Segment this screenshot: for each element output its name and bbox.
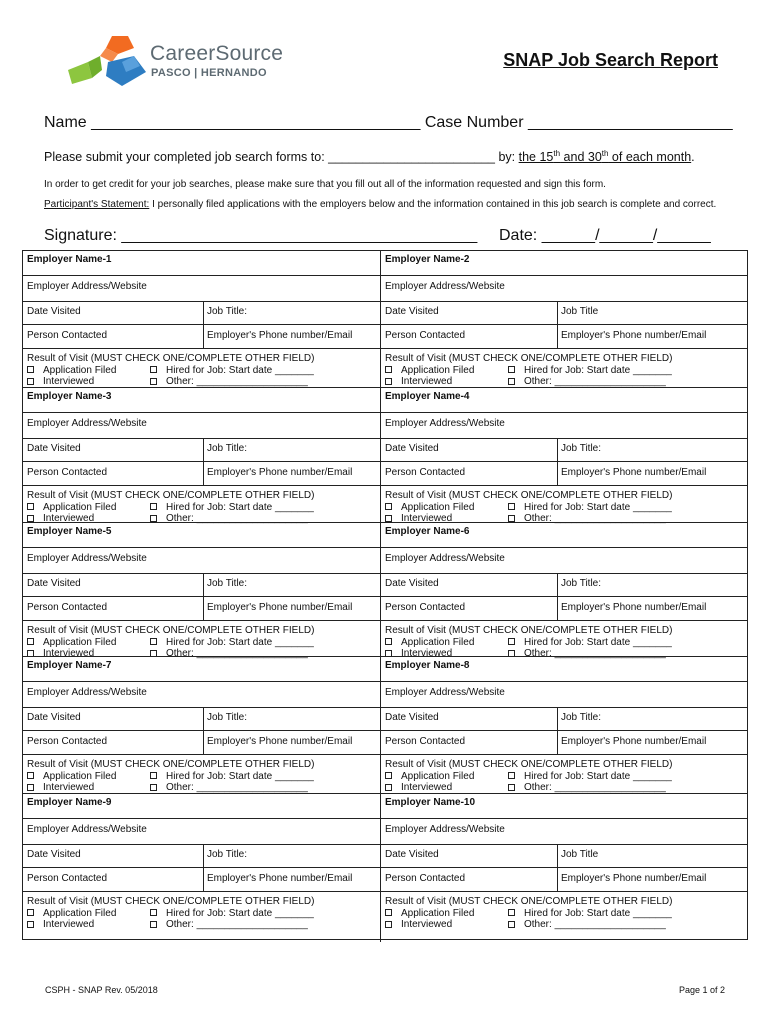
logo-text: CareerSource (150, 42, 284, 65)
result-of-visit (27, 896, 314, 931)
submit-deadline (518, 149, 695, 165)
other-label: Other: ____________________ (524, 782, 666, 793)
result-options-row (385, 908, 672, 920)
application-filed-option[interactable] (27, 502, 150, 514)
checkbox-icon[interactable] (508, 503, 515, 510)
result-options-row (385, 919, 672, 931)
person-contacted-field[interactable]: Person Contacted (27, 873, 108, 884)
row-divider (23, 348, 747, 349)
other-option[interactable] (508, 919, 666, 931)
interviewed-label: Interviewed (401, 513, 453, 524)
date-visited-field[interactable]: Date Visited (385, 306, 439, 317)
other-option[interactable] (150, 919, 308, 931)
checkbox-icon[interactable] (150, 772, 157, 779)
logo-mark-icon (62, 32, 152, 90)
column-divider (557, 301, 558, 349)
employer-pair-block (23, 387, 747, 522)
result-options-row (27, 365, 314, 377)
checkbox-icon[interactable] (508, 909, 515, 916)
checkbox-icon[interactable] (150, 503, 157, 510)
result-of-visit (385, 353, 672, 388)
checkbox-icon[interactable] (150, 378, 157, 385)
column-divider (203, 707, 204, 755)
result-label: Result of Visit (MUST CHECK ONE/COMPLETE OTHER FIELD) (385, 353, 673, 364)
checkbox-icon[interactable] (150, 638, 157, 645)
application-filed-label: Application Filed (43, 770, 117, 782)
application-filed-option[interactable] (27, 908, 150, 920)
result-of-visit (385, 490, 672, 525)
interviewed-label: Interviewed (43, 919, 95, 930)
employer-grid (22, 250, 748, 940)
column-divider (557, 844, 558, 892)
result-of-visit (27, 759, 314, 794)
result-of-visit (385, 896, 672, 931)
result-options-row (385, 365, 672, 377)
application-filed-label: Application Filed (401, 907, 475, 919)
employer-name[interactable]: Employer Name-9 (27, 797, 112, 808)
hired-label: Hired for Job: Start date _______ (524, 501, 672, 513)
person-contacted-field[interactable]: Person Contacted (385, 736, 466, 747)
employer-phone-field[interactable]: Employer's Phone number/Email (207, 736, 353, 747)
checkbox-icon[interactable] (150, 784, 157, 791)
employer-address-field[interactable]: Employer Address/Website (385, 418, 505, 429)
hired-option[interactable] (150, 502, 314, 514)
other-label: Other: ____________________ (166, 782, 308, 793)
job-title-field[interactable]: Job Title (561, 306, 599, 317)
person-contacted-field[interactable]: Person Contacted (385, 602, 466, 613)
result-label: Result of Visit (MUST CHECK ONE/COMPLETE OTHER FIELD) (27, 353, 315, 364)
row-divider (23, 620, 747, 621)
hired-label: Hired for Job: Start date _______ (166, 770, 314, 782)
employer-name[interactable]: Employer Name-8 (385, 660, 470, 671)
person-contacted-field[interactable]: Person Contacted (385, 467, 466, 478)
job-title-field[interactable]: Job Title: (561, 578, 602, 589)
employer-address-field[interactable]: Employer Address/Website (385, 281, 505, 292)
hired-label: Hired for Job: Start date _______ (166, 501, 314, 513)
job-title-field[interactable]: Job Title (561, 849, 599, 860)
row-divider (23, 707, 747, 708)
checkbox-icon[interactable] (385, 909, 392, 916)
other-label: Other: ____________________ (524, 376, 666, 387)
interviewed-label: Interviewed (43, 782, 95, 793)
date-visited-field[interactable]: Date Visited (385, 578, 439, 589)
column-divider (380, 657, 381, 794)
footer-page-number: Page 1 of 2 (678, 985, 725, 995)
other-label: Other: ____________________ (166, 919, 308, 930)
row-divider (23, 730, 747, 731)
checkbox-icon[interactable] (508, 784, 515, 791)
checkbox-icon[interactable] (508, 378, 515, 385)
signature-line[interactable]: Signature: ________________________________________ (44, 227, 478, 244)
checkbox-icon[interactable] (27, 378, 34, 385)
application-filed-label: Application Filed (43, 636, 117, 648)
interviewed-option[interactable] (27, 376, 150, 388)
deadline-15-suffix: th (553, 149, 561, 158)
column-divider (380, 388, 381, 523)
column-divider (380, 251, 381, 387)
column-divider (203, 844, 204, 892)
hired-label: Hired for Job: Start date _______ (524, 770, 672, 782)
person-contacted-field[interactable]: Person Contacted (27, 467, 108, 478)
result-label: Result of Visit (MUST CHECK ONE/COMPLETE OTHER FIELD) (27, 490, 315, 501)
employer-phone-field[interactable]: Employer's Phone number/Email (207, 330, 353, 341)
date-visited-field[interactable]: Date Visited (27, 712, 81, 723)
checkbox-icon[interactable] (508, 638, 515, 645)
checkbox-icon[interactable] (385, 503, 392, 510)
employer-address-field[interactable]: Employer Address/Website (27, 418, 147, 429)
column-divider (557, 438, 558, 486)
column-divider (557, 707, 558, 755)
result-options-row (385, 376, 672, 388)
hired-option[interactable] (508, 908, 672, 920)
employer-address-field[interactable]: Employer Address/Website (27, 553, 147, 564)
hired-option[interactable] (508, 365, 672, 377)
checkbox-icon[interactable] (508, 921, 515, 928)
interviewed-option[interactable] (385, 782, 508, 794)
hired-label: Hired for Job: Start date _______ (166, 364, 314, 376)
checkbox-icon[interactable] (508, 772, 515, 779)
application-filed-option[interactable] (385, 365, 508, 377)
application-filed-option[interactable] (385, 771, 508, 783)
person-contacted-field[interactable]: Person Contacted (27, 602, 108, 613)
hired-label: Hired for Job: Start date _______ (166, 907, 314, 919)
checkbox-icon[interactable] (385, 515, 392, 522)
date-visited-field[interactable]: Date Visited (385, 443, 439, 454)
row-divider (23, 461, 747, 462)
result-options-row (27, 782, 314, 794)
other-label: Other: ____________________ (166, 648, 308, 659)
date-visited-field[interactable]: Date Visited (27, 306, 81, 317)
interviewed-label: Interviewed (401, 782, 453, 793)
hired-option[interactable] (508, 502, 672, 514)
date-visited-field[interactable]: Date Visited (27, 849, 81, 860)
application-filed-label: Application Filed (43, 364, 117, 376)
checkbox-icon[interactable] (27, 772, 34, 779)
result-label: Result of Visit (MUST CHECK ONE/COMPLETE OTHER FIELD) (27, 896, 315, 907)
employer-address-field[interactable]: Employer Address/Website (385, 687, 505, 698)
row-divider (23, 412, 747, 413)
hired-option[interactable] (150, 771, 314, 783)
job-title-field[interactable]: Job Title: (207, 849, 248, 860)
hired-label: Hired for Job: Start date _______ (524, 364, 672, 376)
row-divider (23, 438, 747, 439)
result-options-row (385, 637, 672, 649)
checkbox-icon[interactable] (508, 515, 515, 522)
interviewed-label: Interviewed (401, 648, 453, 659)
employer-phone-field[interactable]: Employer's Phone number/Email (561, 467, 707, 478)
employer-pair-block (23, 251, 747, 387)
person-contacted-field[interactable]: Person Contacted (27, 330, 108, 341)
checkbox-icon[interactable] (385, 378, 392, 385)
hired-option[interactable] (150, 637, 314, 649)
careersource-logo (62, 32, 292, 90)
other-option[interactable] (150, 782, 308, 794)
hired-label: Hired for Job: Start date _______ (524, 636, 672, 648)
employer-name[interactable]: Employer Name-3 (27, 391, 112, 402)
result-label: Result of Visit (MUST CHECK ONE/COMPLETE OTHER FIELD) (27, 625, 315, 636)
result-of-visit (385, 625, 672, 660)
other-label: Other: ____________________ (524, 648, 666, 659)
person-contacted-field[interactable]: Person Contacted (385, 873, 466, 884)
employer-name[interactable]: Employer Name-2 (385, 254, 470, 265)
employer-address-field[interactable]: Employer Address/Website (385, 824, 505, 835)
checkbox-icon[interactable] (27, 921, 34, 928)
row-divider (23, 301, 747, 302)
row-divider (23, 681, 747, 682)
job-title-field[interactable]: Job Title: (207, 443, 248, 454)
hired-label: Hired for Job: Start date _______ (524, 907, 672, 919)
application-filed-option[interactable] (385, 637, 508, 649)
other-option[interactable] (508, 376, 666, 388)
application-filed-option[interactable] (27, 637, 150, 649)
interviewed-option[interactable] (385, 376, 508, 388)
employer-phone-field[interactable]: Employer's Phone number/Email (207, 602, 353, 613)
employer-address-field[interactable]: Employer Address/Website (27, 281, 147, 292)
employer-phone-field[interactable]: Employer's Phone number/Email (561, 873, 707, 884)
person-contacted-field[interactable]: Person Contacted (385, 330, 466, 341)
result-of-visit (27, 353, 314, 388)
deadline-15: the 15 (518, 150, 554, 165)
interviewed-option[interactable] (27, 782, 150, 794)
date-visited-field[interactable]: Date Visited (27, 578, 81, 589)
column-divider (203, 573, 204, 621)
checkbox-icon[interactable] (27, 503, 34, 510)
deadline-30: and 30 (560, 150, 602, 165)
hired-option[interactable] (508, 771, 672, 783)
checkbox-icon[interactable] (150, 921, 157, 928)
checkbox-icon[interactable] (27, 515, 34, 522)
participant-statement (44, 199, 716, 210)
row-divider (23, 485, 747, 486)
checkbox-icon[interactable] (385, 366, 392, 373)
job-title-field[interactable]: Job Title: (207, 306, 248, 317)
name-case-number-line[interactable]: Name _____________________________________ Case Number _______________________ (44, 114, 733, 131)
row-divider (23, 596, 747, 597)
row-divider (23, 844, 747, 845)
job-title-field[interactable]: Job Title: (207, 578, 248, 589)
interviewed-option[interactable] (385, 919, 508, 931)
page-title: SNAP Job Search Report (503, 50, 718, 70)
hired-option[interactable] (150, 908, 314, 920)
hired-label: Hired for Job: Start date _______ (166, 636, 314, 648)
application-filed-option[interactable] (385, 908, 508, 920)
date-visited-field[interactable]: Date Visited (385, 849, 439, 860)
application-filed-label: Application Filed (401, 364, 475, 376)
row-divider (23, 867, 747, 868)
result-of-visit (27, 625, 314, 660)
employer-name[interactable]: Employer Name-7 (27, 660, 112, 671)
result-label: Result of Visit (MUST CHECK ONE/COMPLETE OTHER FIELD) (385, 625, 673, 636)
application-filed-option[interactable] (27, 771, 150, 783)
result-options-row (27, 376, 314, 388)
interviewed-label: Interviewed (43, 648, 95, 659)
column-divider (380, 523, 381, 657)
checkbox-icon[interactable] (27, 909, 34, 916)
person-contacted-field[interactable]: Person Contacted (27, 736, 108, 747)
application-filed-label: Application Filed (401, 636, 475, 648)
deadline-month: of each month (608, 150, 692, 165)
result-options-row (27, 919, 314, 931)
other-label: Other: ____________________ (166, 376, 308, 387)
employer-name[interactable]: Employer Name-5 (27, 526, 112, 537)
employer-pair-block (23, 793, 747, 941)
checkbox-icon[interactable] (150, 366, 157, 373)
row-divider (23, 275, 747, 276)
row-divider (23, 324, 747, 325)
interviewed-label: Interviewed (43, 513, 95, 524)
interviewed-label: Interviewed (43, 376, 95, 387)
checkbox-icon[interactable] (150, 909, 157, 916)
result-options-row (27, 771, 314, 783)
other-label: Other: ____________________ (524, 919, 666, 930)
interviewed-label: Interviewed (401, 376, 453, 387)
employer-phone-field[interactable]: Employer's Phone number/Email (561, 330, 707, 341)
result-label: Result of Visit (MUST CHECK ONE/COMPLETE OTHER FIELD) (385, 759, 673, 770)
logo-subtext: PASCO | HERNANDO (151, 67, 267, 79)
result-of-visit (27, 490, 314, 525)
employer-phone-field[interactable]: Employer's Phone number/Email (207, 873, 353, 884)
result-options-row (385, 782, 672, 794)
checkbox-icon[interactable] (385, 784, 392, 791)
application-filed-option[interactable] (27, 365, 150, 377)
result-options-row (385, 502, 672, 514)
result-options-row (385, 771, 672, 783)
checkbox-icon[interactable] (27, 366, 34, 373)
checkbox-icon[interactable] (385, 638, 392, 645)
application-filed-label: Application Filed (43, 907, 117, 919)
employer-phone-field[interactable]: Employer's Phone number/Email (561, 736, 707, 747)
deadline-30-suffix: th (601, 149, 609, 158)
employer-pair-block (23, 522, 747, 659)
result-options-row (27, 502, 314, 514)
interviewed-label: Interviewed (401, 919, 453, 930)
checkbox-icon[interactable] (508, 366, 515, 373)
employer-phone-field[interactable]: Employer's Phone number/Email (207, 467, 353, 478)
other-option[interactable] (508, 782, 666, 794)
application-filed-label: Application Filed (401, 501, 475, 513)
interviewed-option[interactable] (27, 919, 150, 931)
employer-address-field[interactable]: Employer Address/Website (385, 553, 505, 564)
employer-address-field[interactable]: Employer Address/Website (27, 687, 147, 698)
other-option[interactable] (150, 376, 308, 388)
date-line[interactable]: Date: ______/______/______ (499, 227, 711, 244)
employer-name[interactable]: Employer Name-6 (385, 526, 470, 537)
date-visited-field[interactable]: Date Visited (385, 712, 439, 723)
employer-name[interactable]: Employer Name-10 (385, 797, 476, 808)
result-options-row (27, 637, 314, 649)
other-label: Other: ____________________ (524, 513, 666, 524)
submit-period: . (691, 150, 695, 165)
statement-label: Participant's Statement: (44, 199, 150, 210)
hired-option[interactable] (150, 365, 314, 377)
row-divider (23, 891, 747, 892)
other-label: Other: ____________________ (166, 513, 308, 524)
credit-instructions: In order to get credit for your job searches, please make sure that you fill out all of the information requested and sign this form. (44, 179, 606, 190)
employer-pair-block (23, 656, 747, 793)
result-label: Result of Visit (MUST CHECK ONE/COMPLETE OTHER FIELD) (27, 759, 315, 770)
employer-name[interactable]: Employer Name-4 (385, 391, 470, 402)
job-title-field[interactable]: Job Title: (561, 443, 602, 454)
result-options-row (27, 908, 314, 920)
row-divider (23, 573, 747, 574)
result-label: Result of Visit (MUST CHECK ONE/COMPLETE OTHER FIELD) (385, 896, 673, 907)
checkbox-icon[interactable] (385, 921, 392, 928)
row-divider (23, 547, 747, 548)
column-divider (380, 794, 381, 942)
employer-address-field[interactable]: Employer Address/Website (27, 824, 147, 835)
footer-revision: CSPH - SNAP Rev. 05/2018 (45, 985, 158, 995)
application-filed-label: Application Filed (401, 770, 475, 782)
date-visited-field[interactable]: Date Visited (27, 443, 81, 454)
statement-text: I personally filed applications with the employers below and the information contained in this job search is complete and correct. (149, 199, 717, 210)
employer-phone-field[interactable]: Employer's Phone number/Email (561, 602, 707, 613)
column-divider (203, 438, 204, 486)
column-divider (557, 573, 558, 621)
checkbox-icon[interactable] (27, 638, 34, 645)
application-filed-option[interactable] (385, 502, 508, 514)
row-divider (23, 818, 747, 819)
job-title-field[interactable]: Job Title: (207, 712, 248, 723)
result-label: Result of Visit (MUST CHECK ONE/COMPLETE OTHER FIELD) (385, 490, 673, 501)
application-filed-label: Application Filed (43, 501, 117, 513)
employer-name[interactable]: Employer Name-1 (27, 254, 112, 265)
submit-instructions (44, 149, 695, 164)
result-of-visit (385, 759, 672, 794)
checkbox-icon[interactable] (385, 772, 392, 779)
job-title-field[interactable]: Job Title: (561, 712, 602, 723)
checkbox-icon[interactable] (150, 515, 157, 522)
hired-option[interactable] (508, 637, 672, 649)
column-divider (203, 301, 204, 349)
submit-prefix: Please submit your completed job search forms to: ________________________ by: (44, 150, 519, 165)
row-divider (23, 754, 747, 755)
checkbox-icon[interactable] (27, 784, 34, 791)
